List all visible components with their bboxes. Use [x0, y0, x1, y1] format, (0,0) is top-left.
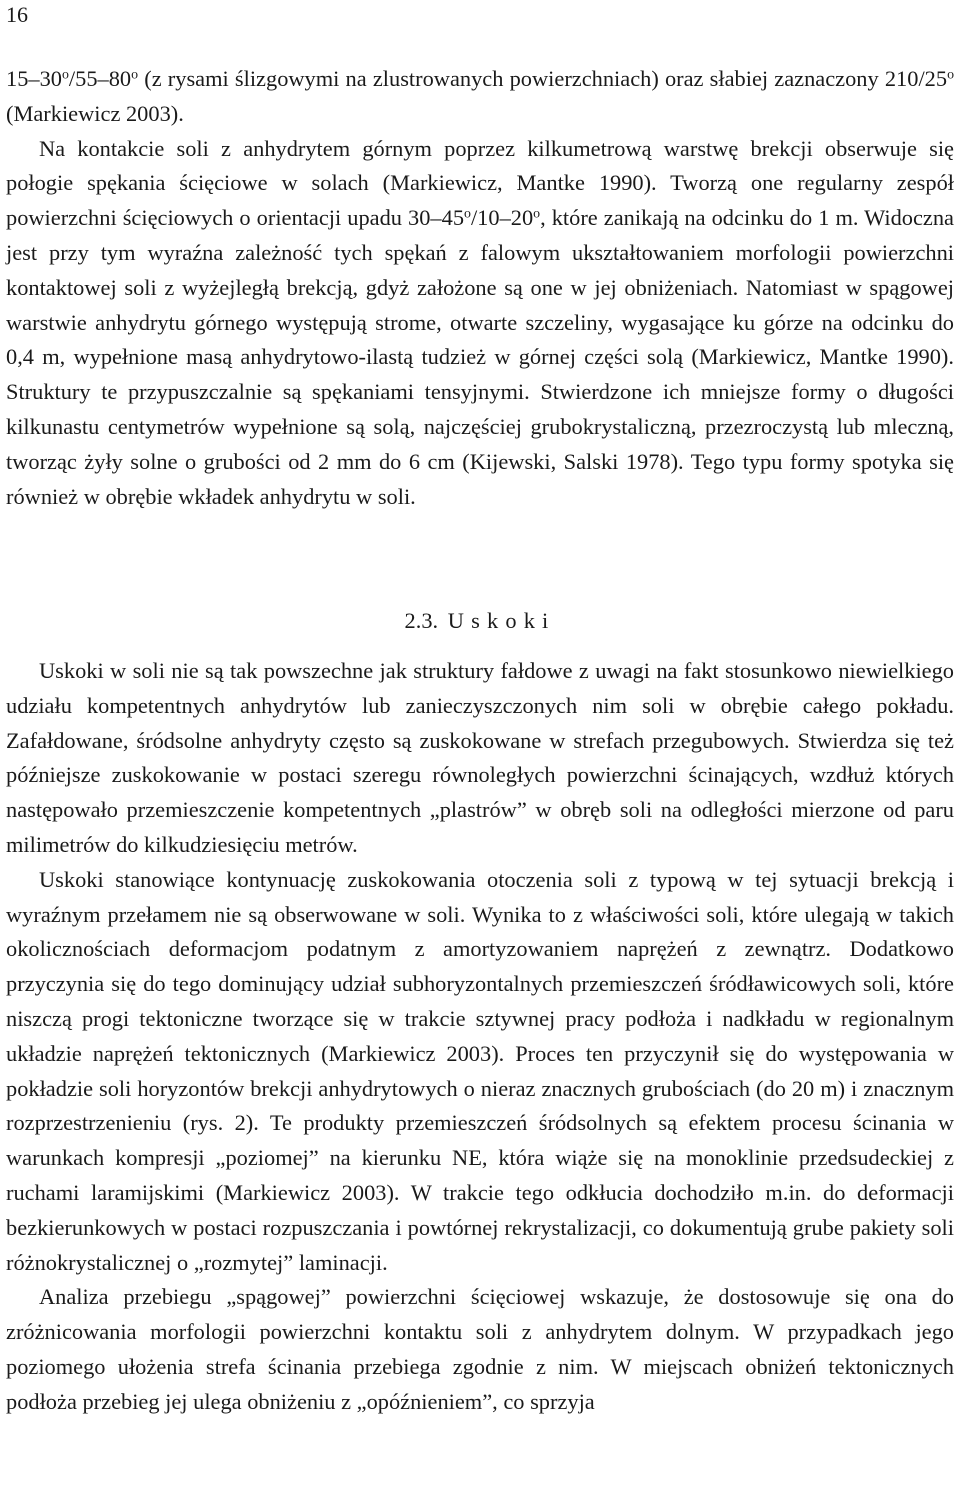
text-run: /55–80 [68, 66, 132, 91]
paragraph: Analiza przebiegu „spągowej” powierzchni ścięciowej wskazuje, że dostosowuje się ona do zróżnicowania morfologii powierzchni kontaktu soli z anhydrytem dolnym. W przypadkach jego poziomego ułożenia strefa ścinania przebiega zgodnie z nim. W miejscach obniżeń tektonicznych podłoża przebieg jej ulega obniżeniu z „opóźnieniem”, co sprzyja [6, 1284, 954, 1414]
degree-superscript: o [464, 206, 471, 222]
text-run: (z rysami ślizgowymi na zlustrowanych powierzchniach) oraz słabiej zaznaczony 210/25 [138, 66, 948, 91]
section-top [6, 62, 954, 514]
section-title: Uskoki [447, 608, 556, 633]
text-run: , które zanikają na odcinku do 1 m. Widoczna jest przy tym wyraźna zależność tych spękań z falowym ukształtowaniem morfologii powierzchni kontaktowej soli z wyżejległą brekcją, gdyż założone są one w jej obniżeniach. Natomiast w spągowej warstwie anhydrytu górnego występują strome, otwarte szczeliny, wygasające ku górze na odcinku do 0,4 m, wypełnione masą anhydrytowo-ilastą tudzież w górnej części solą (Markiewicz, Mantke 1990). Struktury te przypuszczalnie są spękaniami tensyjnymi. Stwierdzone ich mniejsze formy o długości kilkunastu centymetrów wypełnione są solą, najczęściej grubokrystaliczną, przezroczystą lub mleczną, tworząc żyły solne o grubości od 2 mm do 6 cm (Kijewski, Salski 1978). Tego typu formy spotyka się również w obrębie wkładek anhydrytu w soli. [6, 205, 954, 509]
paragraph-continued [6, 62, 954, 132]
degree-superscript: o [533, 206, 541, 222]
page-number: 16 [6, 2, 28, 27]
section-uskoki [6, 654, 954, 1420]
paragraph-contact-zone [6, 132, 954, 515]
text-run: /10–20 [470, 205, 534, 231]
text-run: 15–30 [6, 66, 62, 91]
degree-superscript: o [131, 67, 139, 83]
section-number: 2.3. [404, 608, 439, 633]
text-run: Na kontakcie soli z anhydrytem górnym poprzez kilkumetrową warstwę brekcji obserwuje się połogie spękania ścięciowe w solach (Markiewicz, Mantke 1990). Tworzą one regularny zespół powierzchni ścięciowych o orientacji upadu 30–45 [6, 135, 954, 231]
paragraph: Uskoki w soli nie są tak powszechne jak struktury fałdowe z uwagi na fakt stosunkowo niewielkiego udziału kompetentnych anhydrytów lub zanieczyszczonych nim soli w obrębie całego pokładu. Zafałdowane, śródsolne anhydryty często są zuskokowane w strefach przegubowych. Stwierdza się też późniejsze zuskokowanie w postaci szeregu równoległych powierzchni ścinających, wzdłuż których następowało przemieszczenie kompetentnych „plastrów” w obręb soli na odległości mierzone od paru milimetrów do kilkudziesięciu metrów. [6, 658, 954, 857]
degree-superscript: o [61, 67, 69, 83]
text-run: (Markiewicz 2003). [6, 100, 184, 126]
section-heading [0, 604, 960, 638]
degree-superscript: o [947, 67, 954, 83]
paragraph: Uskoki stanowiące kontynuację zuskokowania otoczenia soli z typową w tej sytuacji brekcją i wyraźnym przełamem nie są obserwowane w soli. Wynika to z właściwości soli, które ulegają w takich okolicznościach deformacjom podatnym z amortyzowaniem naprężeń z zewnątrz. Dodatkowo przyczynia się do tego dominujący udział subhoryzontalnych przemieszczeń śródławicowych soli, które niszczą progi tektoniczne tworzące się w trakcie sztywnej pracy podłoża i nadkładu w regionalnym układzie naprężeń tektonicznych (Markiewicz 2003). Proces ten przyczynił się do występowania w pokładzie soli horyzontów brekcji anhydrytowych o nieraz znacznych grubościach (do 20 m) i znacznym rozprzestrzenieniu (rys. 2). Te produkty przemieszczeń śródsolnych są efektem procesu ścinania w warunkach kompresji „poziomej” na kierunku NE, która wiąże się na monoklinie przedsudeckiej z ruchami laramijskimi (Markiewicz 2003). W trakcie tego odkłucia dochodziło m.in. do deformacji bezkierunkowych w postaci rozpuszczania i powtórnej rekrystalizacji, co dokumentują grube pakiety soli różnokrystalicznej o „rozmytej” laminacji. [6, 866, 954, 1275]
